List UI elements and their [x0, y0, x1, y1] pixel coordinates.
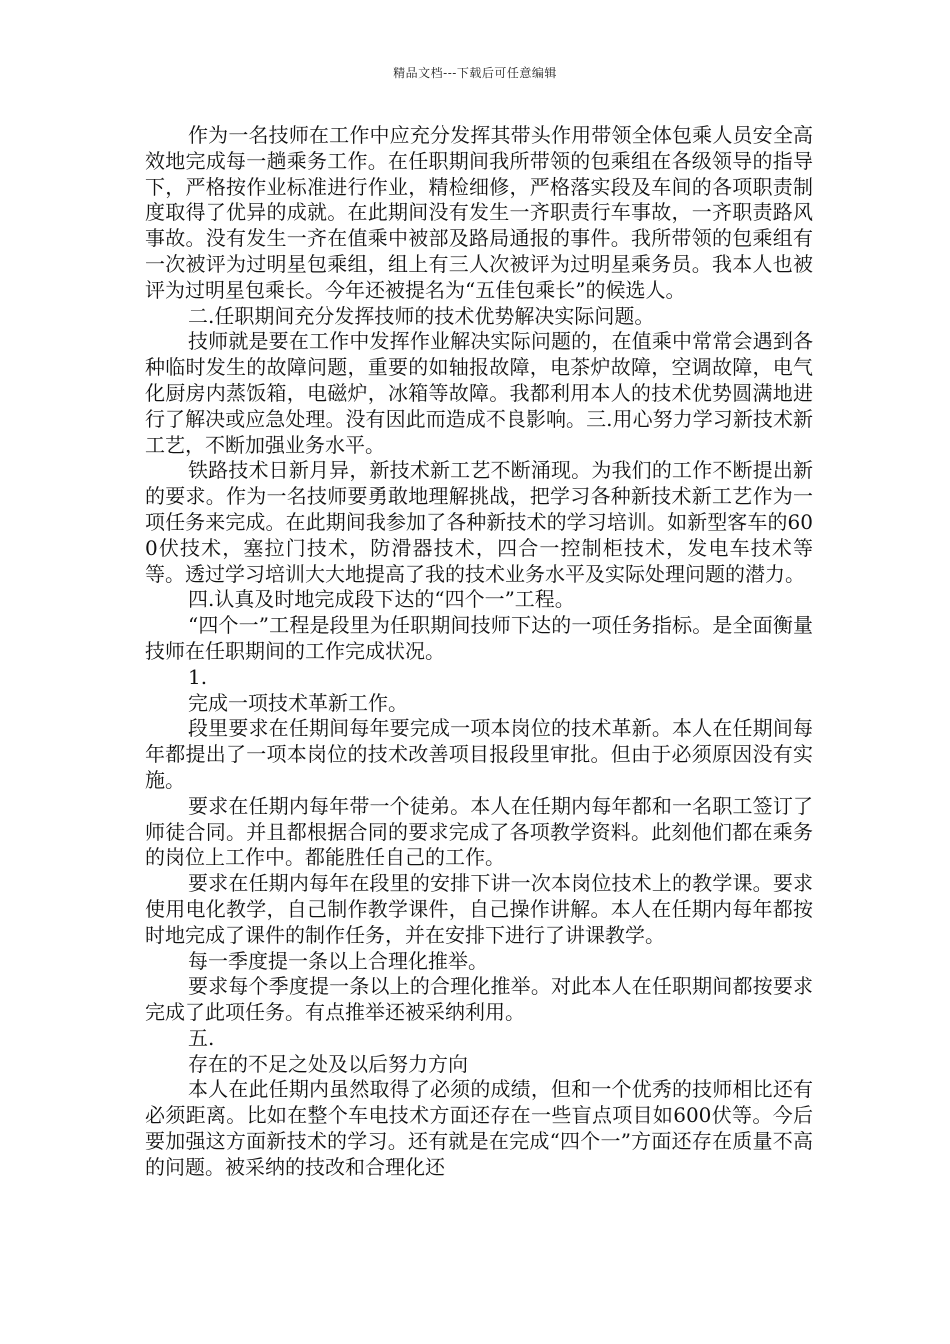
list-item-title: 每一季度提一条以上合理化推举。 [188, 948, 488, 973]
section-number: 五. [188, 1025, 215, 1050]
section-heading: 四.认真及时地完成段下达的“四个一”工程。 [188, 587, 575, 612]
list-item-title: 完成一项技术革新工作。 [188, 690, 408, 715]
paragraph: 要求在任期内每年在段里的安排下讲一次本岗位技术上的教学课。要求使用电化教学，自己制作教学课件，自己操作讲解。本人在任期内每年都按时地完成了课件的制作任务，并在安排下进行了讲课教学。 [145, 871, 813, 947]
paragraph: 要求每个季度提一条以上的合理化推举。对此本人在任职期间都按要求完成了此项任务。有点推举还被采纳利用。 [145, 974, 813, 1025]
paragraph: 段里要求在任期间每年要完成一项本岗位的技术革新。本人在任期间每年都提出了一项本岗位的技术改善项目报段里审批。但由于必须原因没有实施。 [145, 716, 813, 792]
paragraph: 作为一名技师在工作中应充分发挥其带头作用带领全体包乘人员安全高效地完成每一趟乘务工作。在任职期间我所带领的包乘组在各级领导的指导下，严格按作业标准进行作业，精检细修，严格落实段及车间的各项职责制度取得了优异的成就。在此期间没有发生一齐职责行车事故，一齐职责路风事故。没有发生一齐在值乘中被部及路局通报的事件。我所带领的包乘组有一次被评为过明星包乘组，组上有三人次被评为过明星乘务员。我本人也被评为过明星包乘长。今年还被提名为“五佳包乘长”的候选人。 [145, 123, 813, 302]
document-body [145, 123, 813, 1181]
paragraph: 技师就是要在工作中发挥作业解决实际问题的，在值乘中常常会遇到各种临时发生的故障问题，重要的如轴报故障，电茶炉故障，空调故障，电气化厨房内蒸饭箱，电磁炉，冰箱等故障。我都利用本人的技术优势圆满地进行了解决或应急处理。没有因此而造成不良影响。三.用心努力学习新技术新工艺，不断加强业务水平。 [145, 329, 813, 457]
paragraph: 铁路技术日新月异，新技术新工艺不断涌现。为我们的工作不断提出新的要求。作为一名技师要勇敢地理解挑战，把学习各种新技术新工艺作为一项任务来完成。在此期间我参加了各种新技术的学习培训。如新型客车的600伏技术，塞拉门技术，防滑器技术，四合一控制柜技术，发电车技术等等。透过学习培训大大地提高了我的技术业务水平及实际处理问题的潜力。 [145, 458, 813, 586]
list-number: 1. [188, 664, 208, 689]
section-heading: 二.任职期间充分发挥技师的技术优势解决实际问题。 [188, 303, 655, 328]
paragraph: “四个一”工程是段里为任职期间技师下达的一项任务指标。是全面衡量技师在任职期间的工作完成状况。 [145, 613, 813, 663]
page-header: 精品文档---下载后可任意编辑 [393, 66, 557, 80]
paragraph: 本人在此任期内虽然取得了必须的成绩，但和一个优秀的技师相比还有必须距离。比如在整个车电技术方面还存在一些盲点项目如600伏等。今后要加强这方面新技术的学习。还有就是在完成“四个一”方面还存在质量不高的问题。被采纳的技改和合理化还 [145, 1077, 813, 1179]
section-heading: 存在的不足之处及以后努力方向 [188, 1051, 468, 1076]
paragraph: 要求在任期内每年带一个徒弟。本人在任期内每年都和一名职工签订了师徒合同。并且都根据合同的要求完成了各项教学资料。此刻他们都在乘务的岗位上工作中。都能胜任自己的工作。 [145, 793, 813, 870]
